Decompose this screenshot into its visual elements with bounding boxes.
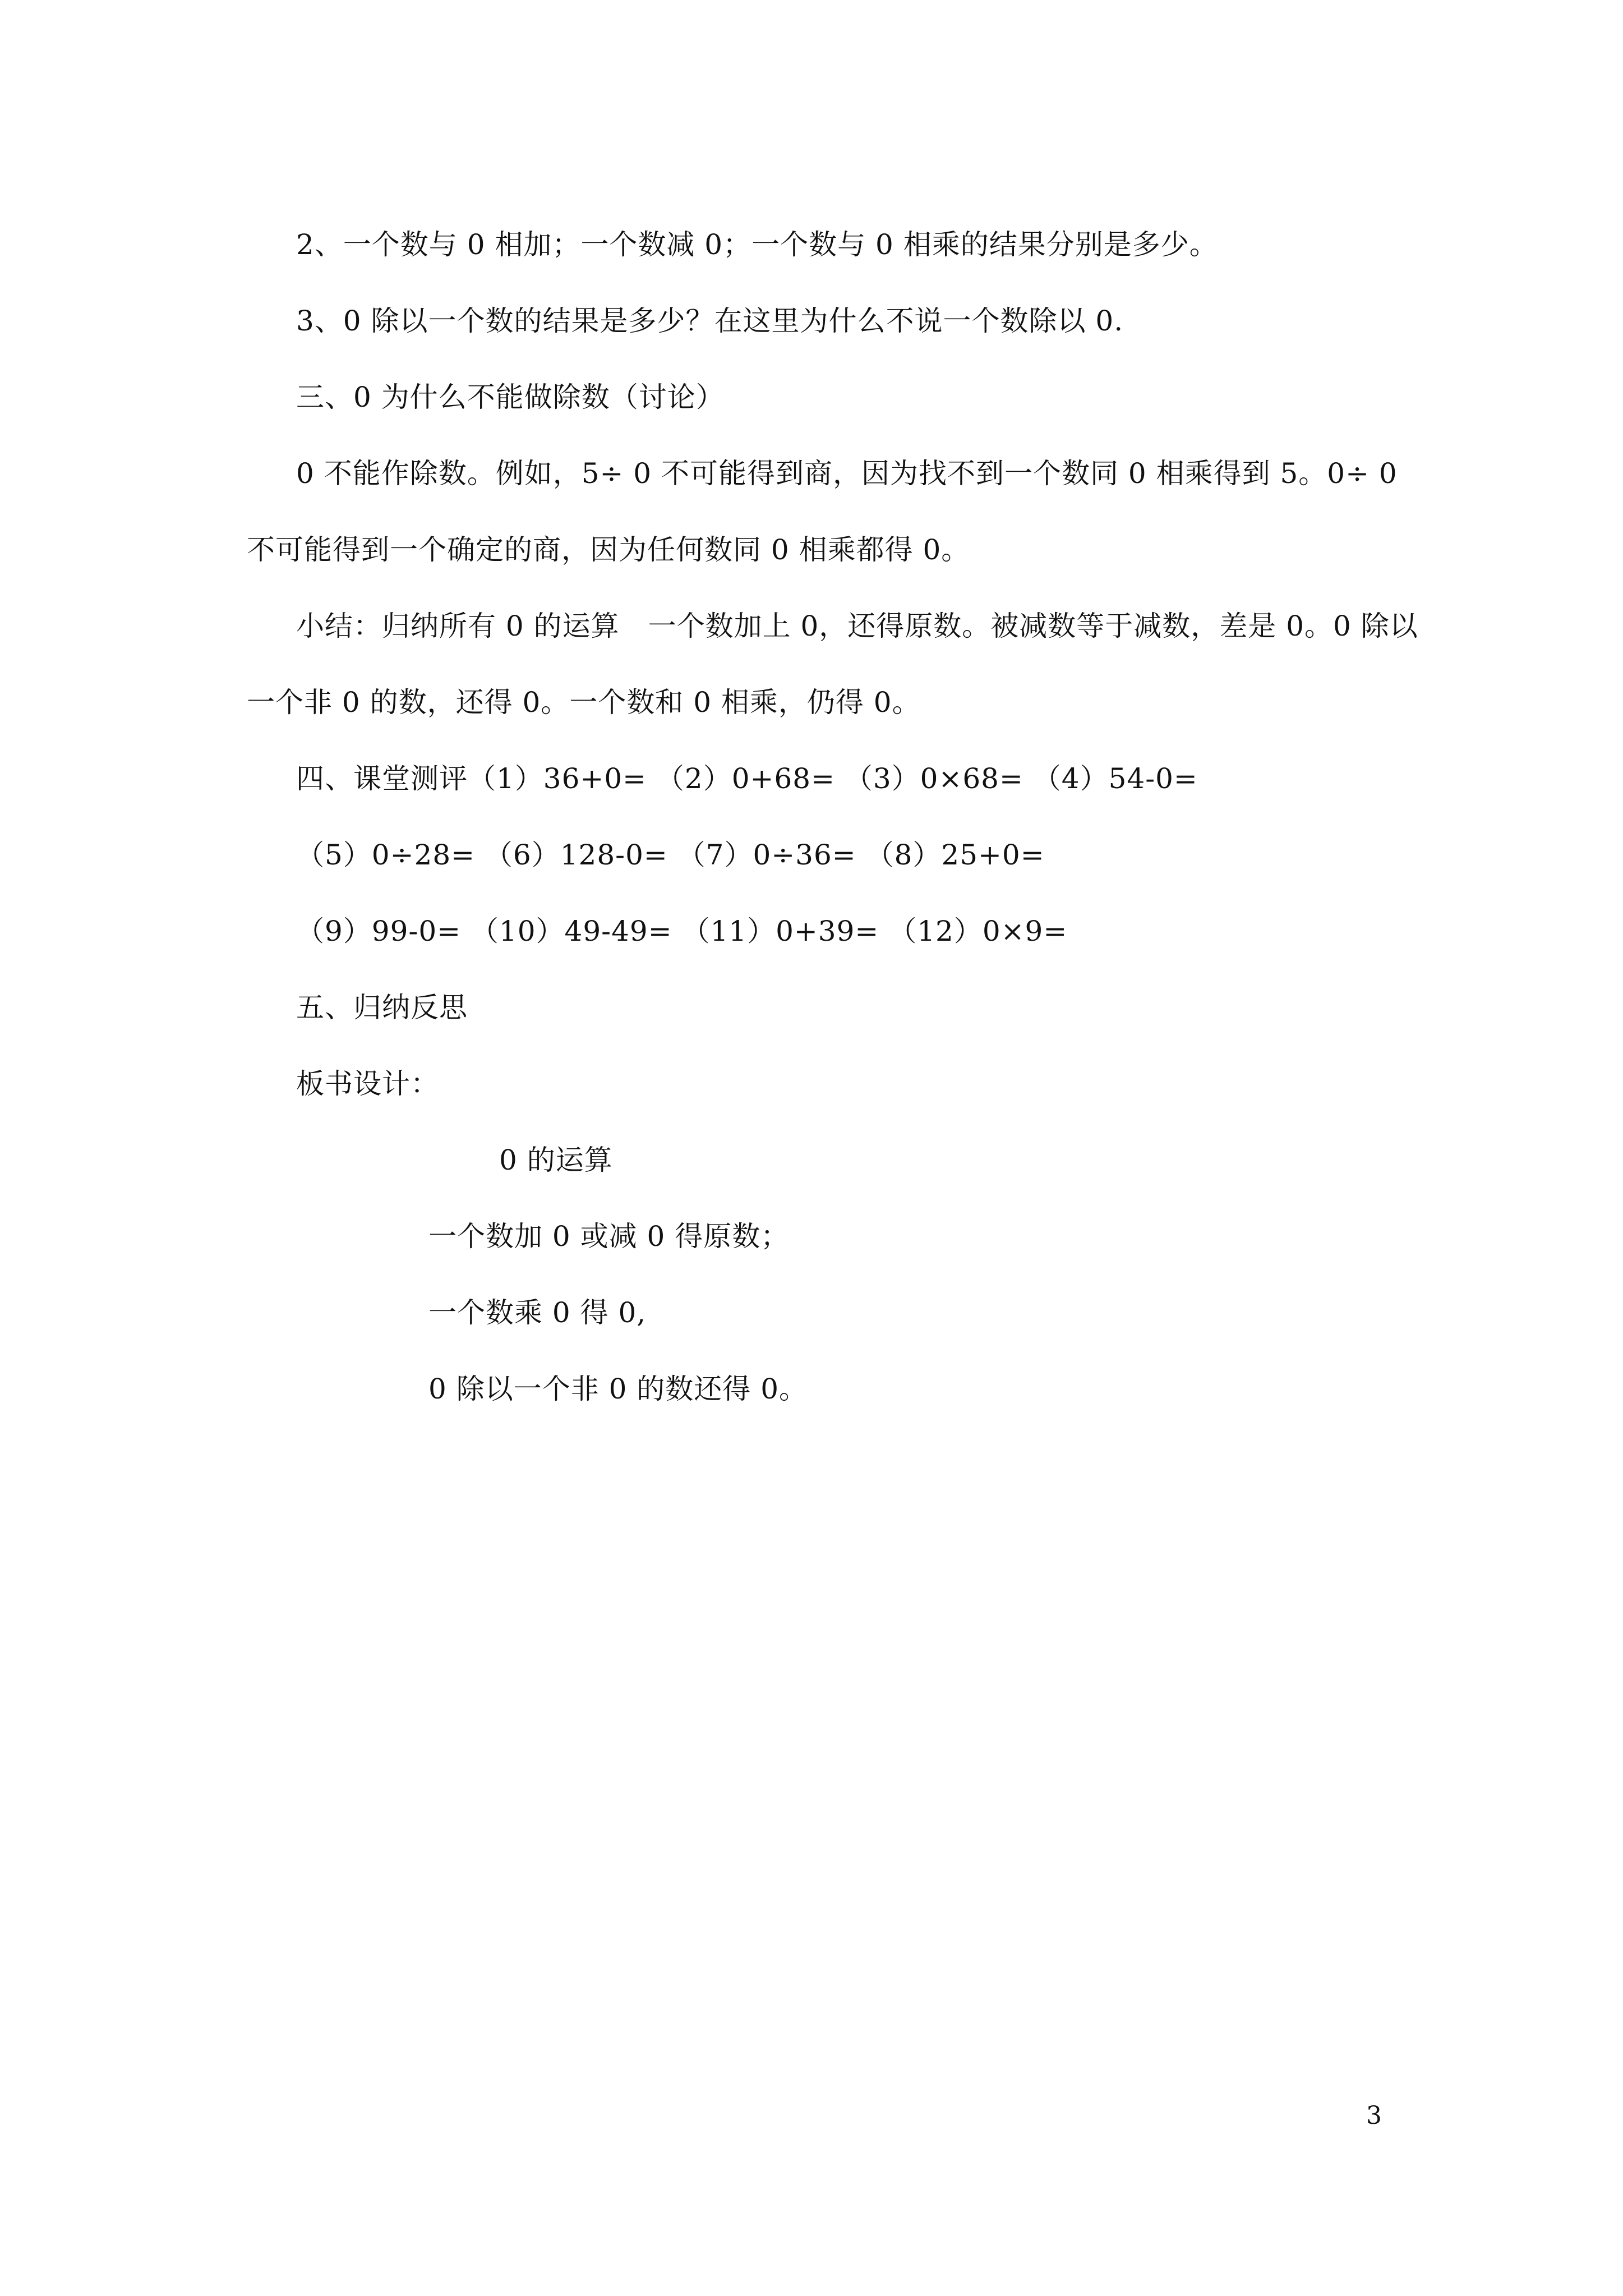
explanation-line-1: 0 不能作除数。例如，5÷ 0 不可能得到商，因为找不到一个数同 0 相乘得到 5。0÷ 0 — [296, 457, 1398, 490]
board-line-3: 0 除以一个非 0 的数还得 0。 — [428, 1373, 808, 1405]
question-3: 3、0 除以一个数的结果是多少？在这里为什么不说一个数除以 0. — [296, 305, 1124, 337]
section-3-heading: 三、0 为什么不能做除数（讨论） — [296, 381, 725, 413]
summary-line-1: 小结：归纳所有 0 的运算 一个数加上 0，还得原数。被减数等于减数，差是 0。0 除以 — [296, 610, 1418, 642]
board-line-1: 一个数加 0 或减 0 得原数； — [428, 1220, 790, 1253]
quiz-line-1: 四、课堂测评（1）36+0= （2）0+68= （3）0×68= （4）54-0= — [296, 762, 1198, 795]
board-line-2: 一个数乘 0 得 0, — [428, 1296, 647, 1329]
quiz-line-3: （9）99-0= （10）49-49= （11）0+39= （12）0×9= — [296, 915, 1068, 947]
board-design-label: 板书设计： — [296, 1068, 439, 1100]
summary-line-2: 一个非 0 的数，还得 0。一个数和 0 相乘，仍得 0。 — [247, 686, 921, 719]
section-5-heading: 五、归纳反思 — [296, 991, 468, 1024]
board-title: 0 的运算 — [499, 1144, 613, 1176]
quiz-line-2: （5）0÷28= （6）128-0= （7）0÷36= （8）25+0= — [296, 839, 1045, 871]
question-2: 2、一个数与 0 相加；一个数减 0；一个数与 0 相乘的结果分别是多少。 — [296, 228, 1218, 261]
page-number: 3 — [1366, 2101, 1382, 2130]
explanation-line-2: 不可能得到一个确定的商，因为任何数同 0 相乘都得 0。 — [247, 533, 970, 566]
